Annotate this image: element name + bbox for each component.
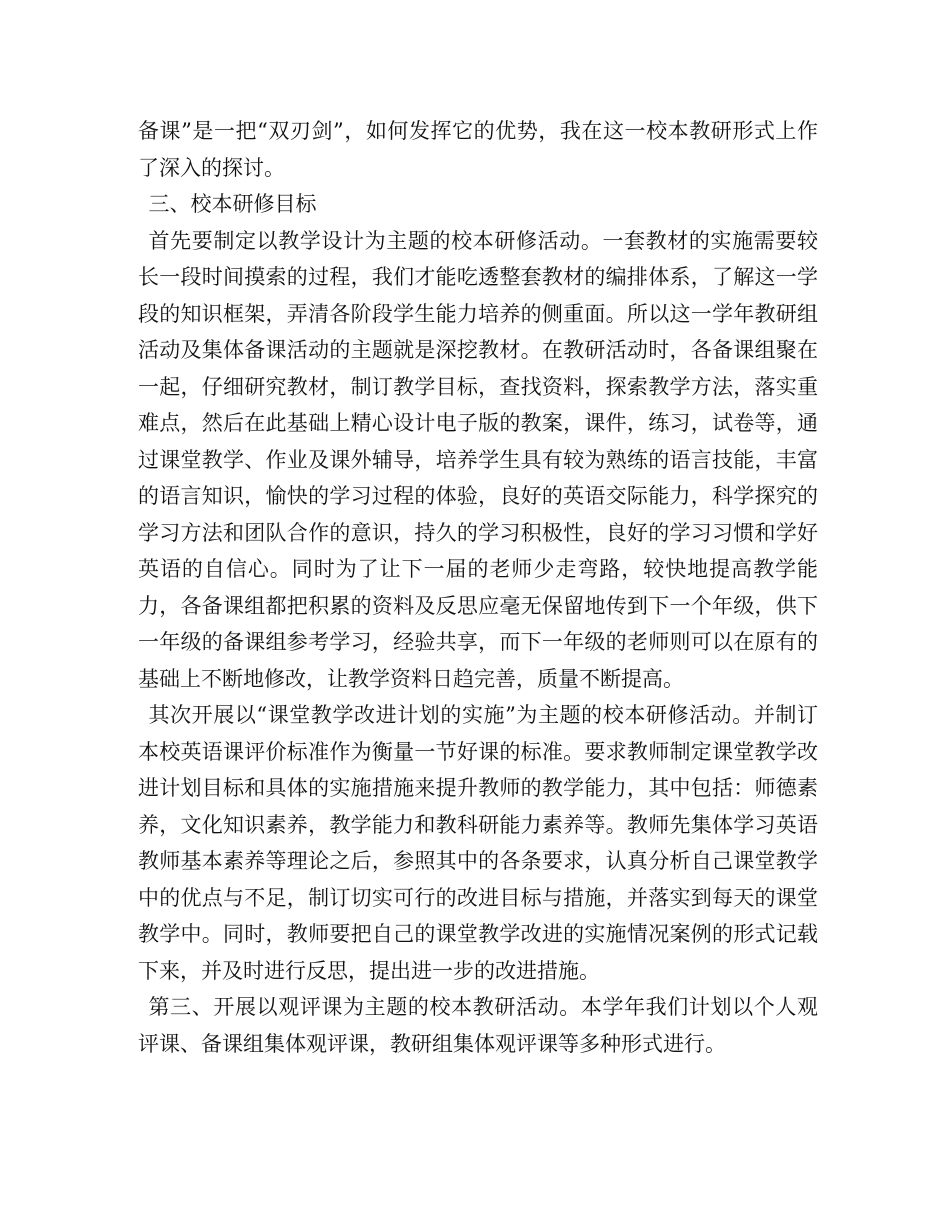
document-body — [138, 113, 818, 1062]
paragraph-second: 其次开展以“课堂教学改进计划的实施”为主题的校本研修活动。并制订本校英语课评价标准作为衡量一节好课的标准。要求教师制定课堂教学改进计划目标和具体的实施措施来提升教师的教学能力，其中包括：师德素养，文化知识素养，教学能力和教科研能力素养等。教师先集体学习英语教师基本素养等理论之后，参照其中的各条要求，认真分析自己课堂教学中的优点与不足，制订切实可行的改进目标与措施，并落实到每天的课堂教学中。同时，教师要把自己的课堂教学改进的实施情况案例的形式记载下来，并及时进行反思，提出进一步的改进措施。 — [138, 703, 818, 983]
paragraph-continuation: 备课”是一把“双刃剑”，如何发挥它的优势，我在这一校本教研形式上作了深入的探讨。 — [138, 119, 818, 180]
paragraph-first: 首先要制定以教学设计为主题的校本研修活动。一套教材的实施需要较长一段时间摸索的过程，我们才能吃透整套教材的编排体系，了解这一学段的知识框架，弄清各阶段学生能力培养的侧重面。所以这一学年教研组活动及集体备课活动的主题就是深挖教材。在教研活动时，各备课组聚在一起，仔细研究教材，制订教学目标，查找资料，探索教学方法，落实重难点，然后在此基础上精心设计电子版的教案，课件，练习，试卷等，通过课堂教学、作业及课外辅导，培养学生具有较为熟练的语言技能，丰富的语言知识，愉快的学习过程的体验，良好的英语交际能力，科学探究的学习方法和团队合作的意识，持久的学习积极性，良好的学习习惯和学好英语的自信心。同时为了让下一届的老师少走弯路，较快地提高教学能力，各备课组都把积累的资料及反思应毫无保留地传到下一个年级，供下一年级的备课组参考学习，经验共享，而下一年级的老师则可以在原有的基础上不断地修改，让教学资料日趋完善，质量不断提高。 — [138, 228, 818, 691]
paragraph-third: 第三、开展以观评课为主题的校本教研活动。本学年我们计划以个人观评课、备课组集体观评课，教研组集体观评课等多种形式进行。 — [138, 995, 818, 1056]
section-heading: 三、校本研修目标 — [148, 192, 317, 216]
